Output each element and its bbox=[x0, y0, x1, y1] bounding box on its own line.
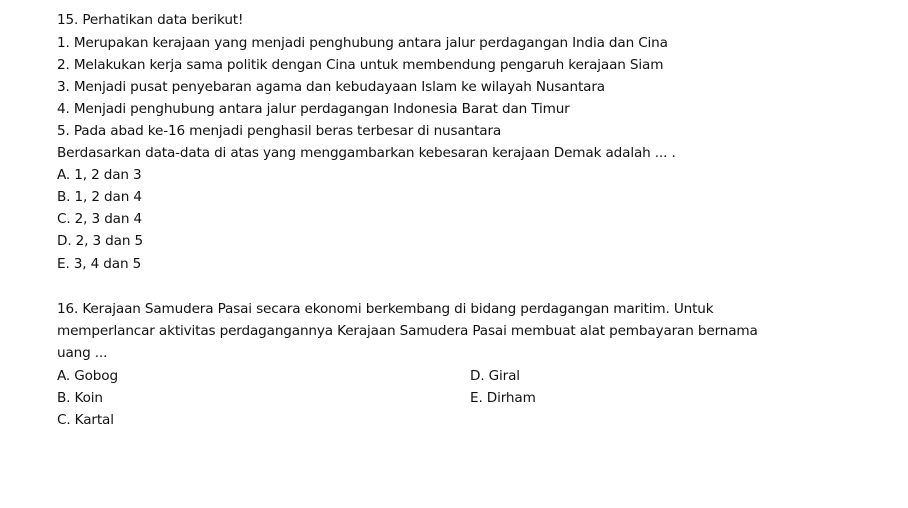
q15-heading: 15. Perhatikan data berikut! bbox=[57, 12, 244, 28]
q16-option-a: A. Gobog bbox=[57, 368, 118, 384]
q16-question-line-2: memperlancar aktivitas perdagangannya Kerajaan Samudera Pasai membuat alat pembayaran bernama bbox=[57, 323, 758, 339]
q16-option-e: E. Dirham bbox=[470, 390, 536, 406]
q15-option-b: B. 1, 2 dan 4 bbox=[57, 189, 142, 205]
q16-option-d: D. Giral bbox=[470, 368, 520, 384]
q15-option-c: C. 2, 3 dan 4 bbox=[57, 211, 142, 227]
q16-option-b: B. Koin bbox=[57, 390, 103, 406]
q16-question-line-3: uang ... bbox=[57, 345, 108, 361]
q15-prompt: Berdasarkan data-data di atas yang menggambarkan kebesaran kerajaan Demak adalah ... . bbox=[57, 145, 676, 161]
q15-option-e: E. 3, 4 dan 5 bbox=[57, 256, 142, 272]
q15-item-5: 5. Pada abad ke-16 menjadi penghasil beras terbesar di nusantara bbox=[57, 123, 502, 139]
q15-item-4: 4. Menjadi penghubung antara jalur perdagangan Indonesia Barat dan Timur bbox=[57, 101, 570, 117]
q16-question-line-1: 16. Kerajaan Samudera Pasai secara ekonomi berkembang di bidang perdagangan maritim. Untuk bbox=[57, 301, 714, 317]
q15-item-2: 2. Melakukan kerja sama politik dengan Cina untuk membendung pengaruh kerajaan Siam bbox=[57, 57, 664, 73]
q15-option-d: D. 2, 3 dan 5 bbox=[57, 233, 143, 249]
q15-item-1: 1. Merupakan kerajaan yang menjadi penghubung antara jalur perdagangan India dan Cina bbox=[57, 35, 668, 51]
q15-option-a: A. 1, 2 dan 3 bbox=[57, 167, 142, 183]
q16-option-c: C. Kartal bbox=[57, 412, 114, 428]
q15-item-3: 3. Menjadi pusat penyebaran agama dan kebudayaan Islam ke wilayah Nusantara bbox=[57, 79, 605, 95]
